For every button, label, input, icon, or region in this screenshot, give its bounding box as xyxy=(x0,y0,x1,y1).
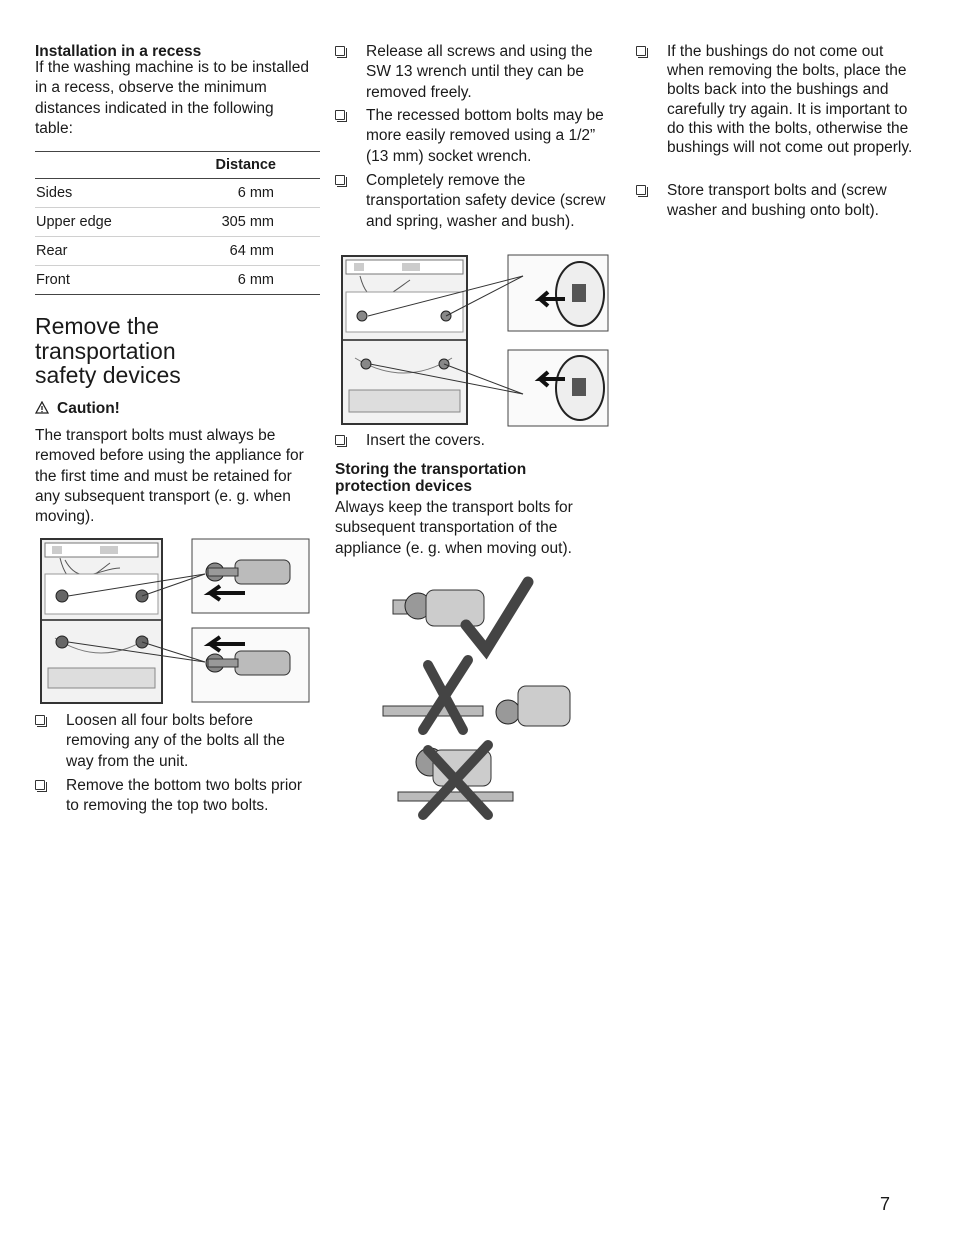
table-row xyxy=(35,237,320,266)
caution-heading xyxy=(35,400,120,418)
table-cell-value: 305 mm xyxy=(156,208,320,237)
list-item-text: Release all screws and using the SW 13 wrench until they can be removed freely. xyxy=(366,43,593,101)
table-cell-value: 64 mm xyxy=(156,237,320,266)
warning-triangle-icon xyxy=(35,400,49,418)
checkbox-bullet-icon xyxy=(35,715,45,725)
caution-label: Caution! xyxy=(57,400,120,417)
table-header-blank xyxy=(35,152,156,179)
list-item xyxy=(636,181,916,222)
list-item-text: The recessed bottom bolts may be more easily removed using a 1/2” (13 mm) socket wrench. xyxy=(366,107,604,165)
table-cell-label: Front xyxy=(35,266,156,295)
checkbox-bullet-icon xyxy=(335,46,345,56)
list-item xyxy=(335,106,613,167)
recess-heading: Installation in a recess xyxy=(35,43,202,60)
checkbox-bullet-icon xyxy=(335,435,345,445)
list-item xyxy=(636,42,916,157)
checkbox-bullet-icon xyxy=(636,46,646,56)
table-row xyxy=(35,266,320,295)
table-cell-value: 6 mm xyxy=(156,179,320,208)
bolt-removal-illustration xyxy=(40,538,312,706)
table-header-distance: Distance xyxy=(156,152,320,179)
section-title-line: safety devices xyxy=(35,362,181,388)
table-cell-label: Rear xyxy=(35,237,156,266)
checkbox-bullet-icon xyxy=(636,185,646,195)
storing-heading: Storing the transportation protection devices xyxy=(335,461,527,495)
storing-text: Always keep the transport bolts for subsequent transportation of the appliance (e. g. when moving out). xyxy=(335,499,573,557)
recess-text: If the washing machine is to be installed in a recess, observe the minimum distances indicated in the following table: xyxy=(35,59,309,137)
distance-table xyxy=(35,151,320,295)
list-item-text: If the bushings do not come out when removing the bolts, place the bolts back into the bushings and carefully try again. It is important to do this with the bolts, otherwise the bushings will not come out properly. xyxy=(667,43,913,157)
list-item xyxy=(335,171,613,232)
section-title xyxy=(35,314,181,388)
table-row xyxy=(35,179,320,208)
insert-covers-illustration xyxy=(340,254,612,428)
caution-text: The transport bolts must always be removed before using the appliance for the first time and must be retained for any subsequent transport (e. g. when moving). xyxy=(35,427,304,526)
list-item-text: Store transport bolts and (screw washer and bushing onto bolt). xyxy=(667,182,887,220)
list-item xyxy=(35,711,310,772)
checkbox-bullet-icon xyxy=(335,175,345,185)
table-cell-label: Upper edge xyxy=(35,208,156,237)
table-header-row xyxy=(35,152,320,179)
table-cell-label: Sides xyxy=(35,179,156,208)
list-item-text: Loosen all four bolts before removing any of the bolts all the way from the unit. xyxy=(66,712,285,770)
list-item xyxy=(35,776,310,817)
checkbox-bullet-icon xyxy=(35,780,45,790)
bolt-storage-illustration xyxy=(378,570,578,840)
list-item-text: Insert the covers. xyxy=(366,432,485,449)
table-row xyxy=(35,208,320,237)
section-title-line: Remove the xyxy=(35,313,160,339)
table-cell-value: 6 mm xyxy=(156,266,320,295)
section-title-line: transportation xyxy=(35,337,176,364)
page-number: 7 xyxy=(880,1194,891,1214)
list-item xyxy=(335,431,613,451)
checkbox-bullet-icon xyxy=(335,110,345,120)
list-item xyxy=(335,42,613,103)
list-item-text: Remove the bottom two bolts prior to removing the top two bolts. xyxy=(66,777,303,815)
list-item-text: Completely remove the transportation safety device (screw and spring, washer and bush). xyxy=(366,172,606,230)
